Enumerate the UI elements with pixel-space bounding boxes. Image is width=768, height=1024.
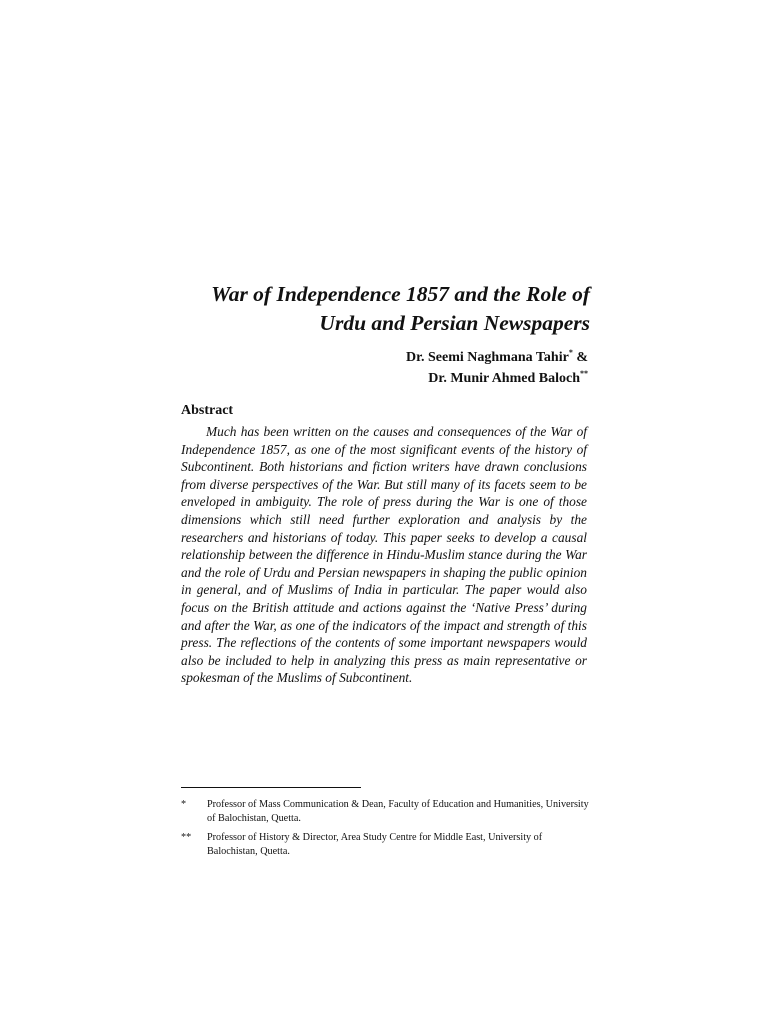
footnote-divider: [181, 787, 361, 788]
footnote-2: [181, 831, 589, 858]
author-1-name: Dr. Seemi Naghmana Tahir: [405, 350, 569, 365]
author-2-footnote-mark: **: [580, 369, 588, 378]
author-2-name: Dr. Munir Ahmed Baloch: [428, 371, 580, 386]
paper-title-line-2: Urdu and Persian Newspapers: [319, 311, 590, 335]
abstract-heading: Abstract: [181, 403, 234, 418]
author-1-footnote-mark: *: [568, 348, 573, 357]
footnote-1-mark: *: [181, 799, 187, 810]
author-1: [300, 347, 588, 368]
footnote-1-text: Professor of Mass Communication & Dean, Faculty of Education and Humanities, University of Balochistan, Quetta.: [207, 799, 589, 824]
abstract-body: Much has been written on the causes and consequences of the War of Independence 1857, as one of the most significant events of the history of Subcontinent. Both historians and fiction writers have drawn conclusions from diverse perspectives of the War. But still many of its facets seem to be enveloped in ambiguity. The role of press during the War is one of those dimensions which still need further exploration and analysis by the researchers and historians of today. This paper seeks to develop a causal relationship between the difference in Hindu-Muslim stance during the War and the role of Urdu and Persian newspapers in shaping the public opinion in general, and of Muslims of India in particular. The paper would also focus on the British attitude and actions against the ‘Native Press’ during and after the War, as one of the indicators of the impact and strength of this press. The reflections of the contents of some important newspapers would also be included to help in analyzing this press as main representative or spokesman of the Muslims of Subcontinent.: [181, 424, 587, 686]
author-separator: &: [572, 350, 588, 365]
paper-title-line-1: War of Independence 1857 and the Role of: [211, 282, 590, 306]
footnotes: [181, 798, 589, 864]
footnote-2-text: Professor of History & Director, Area Study Centre for Middle East, University of Balochistan, Quetta.: [207, 832, 543, 857]
footnote-2-mark: **: [181, 832, 192, 843]
author-2: [300, 368, 588, 389]
paper-title: [170, 280, 590, 338]
footnote-1: [181, 798, 589, 825]
author-list: [300, 347, 588, 389]
